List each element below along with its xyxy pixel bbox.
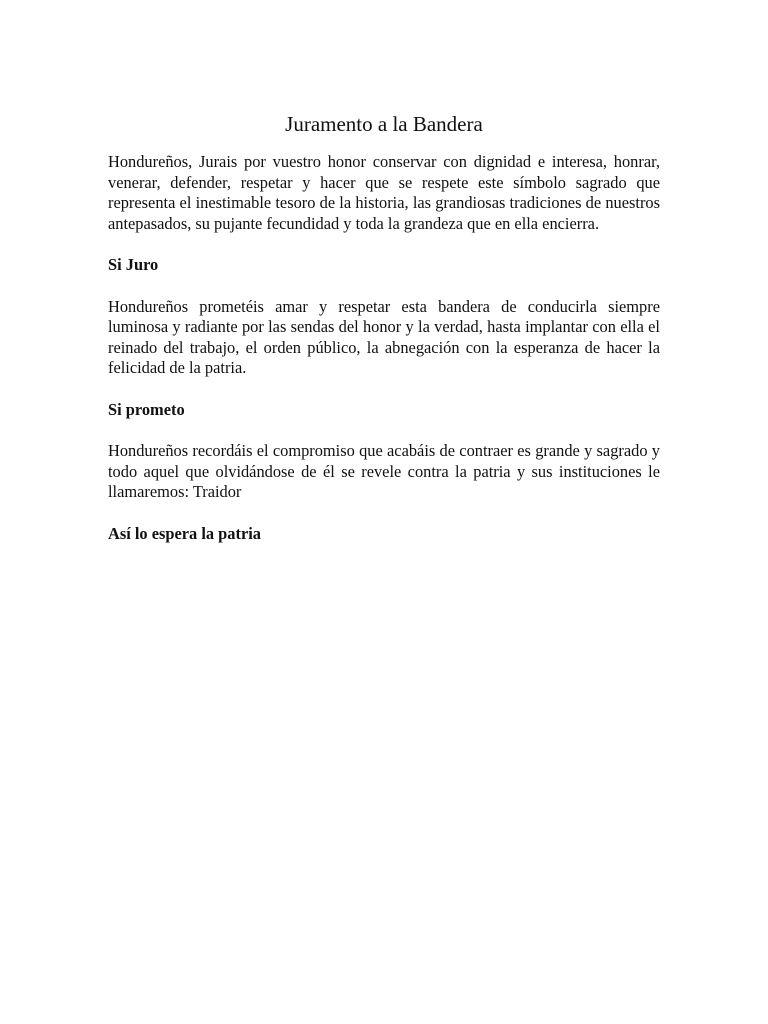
oath-paragraph-2: Hondureños prometéis amar y respetar esta bandera de conducirla siempre luminosa y radiante por las sendas del honor y la verdad, hasta implantar con ella el reinado del trabajo, el orden público, la abnegación con la esperanza de hacer la felicidad de la patria. (108, 296, 660, 377)
oath-paragraph-3: Hondureños recordáis el compromiso que acabáis de contraer es grande y sagrado y todo aquel que olvidándose de él se revele contra la patria y sus instituciones le llamaremos: Traidor (108, 441, 660, 501)
document-body (108, 108, 660, 544)
response-heading-si-juro: Si Juro (108, 255, 159, 274)
oath-paragraph-1: Hondureños, Jurais por vuestro honor conservar con dignidad e interesa, honrar, venerar, defender, respetar y hacer que se respete este símbolo sagrado que representa el inestimable tesoro de la historia, las grandiosas tradiciones de nuestros antepasados, su pujante fecundidad y toda la grandeza que en ella encierra. (108, 152, 660, 233)
document-title: Juramento a la Bandera (285, 112, 483, 136)
response-heading-si-prometo: Si prometo (108, 399, 185, 419)
closing-heading: Así lo espera la patria (108, 523, 261, 543)
